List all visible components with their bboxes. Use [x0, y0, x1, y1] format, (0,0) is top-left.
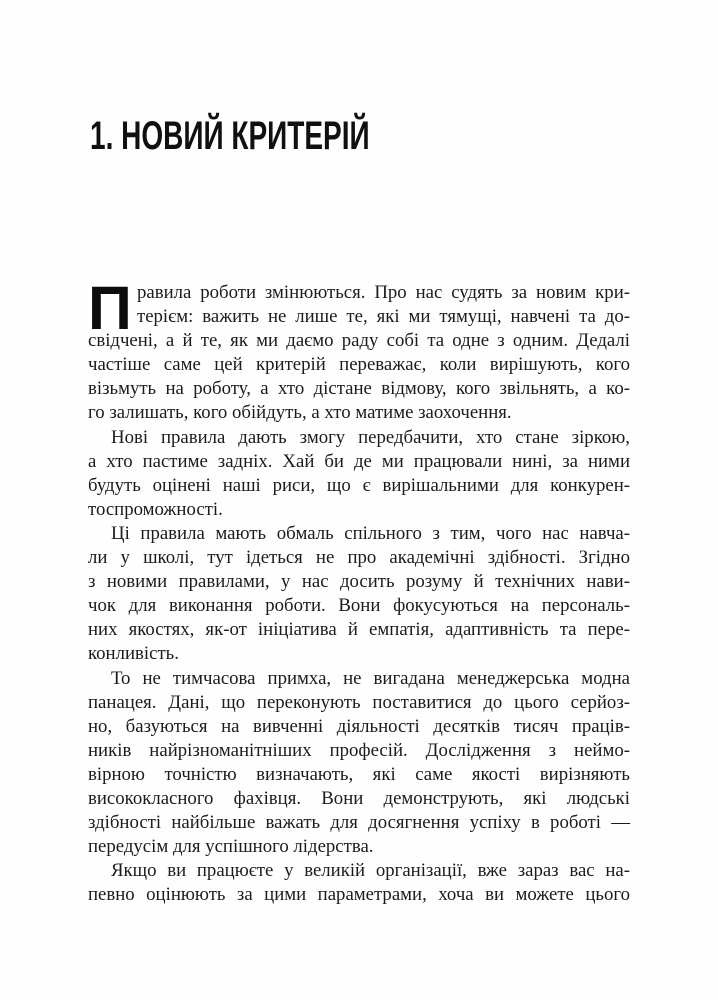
text-line: То не тимчасова примха, не вигадана менеджерська модна — [111, 667, 630, 689]
text-line: висококласного фахівця. Вони демонструють, які людські — [88, 787, 630, 809]
paragraph — [88, 859, 630, 907]
text-line: свідчені, а й те, як ми даємо раду собі та одне з одним. Дедалі — [88, 330, 630, 352]
paragraph — [88, 274, 630, 426]
text-line: панацея. Дані, що переконують поставитися до цього серйоз- — [88, 691, 630, 713]
text-line: го залишать, кого обійдуть, а хто матиме заохочення. — [88, 402, 512, 424]
text-line: певно оцінюють за цими параметрами, хоча ви можете цього — [88, 884, 630, 906]
text-line: візьмуть на роботу, а хто дістане відмову, кого звільнять, а ко- — [88, 378, 630, 400]
text-line: ників найрізноманітніших професій. Дослідження з неймо- — [88, 739, 630, 761]
text-line: равила роботи змінюються. Про нас судять за новим кри- — [137, 282, 630, 303]
drop-cap-letter: П — [88, 274, 132, 342]
text-line: а хто пастиме задніх. Хай би де ми працювали нині, за ними — [88, 450, 630, 472]
text-line: чок для виконання роботи. Вони фокусуються на персональ- — [88, 595, 630, 617]
chapter-title: 1. НОВИЙ КРИТЕРІЙ — [90, 114, 370, 158]
text-line: частіше саме цей критерій переважає, коли вирішують, кого — [88, 354, 630, 376]
paragraph — [88, 667, 630, 860]
paragraph — [88, 426, 630, 522]
text-line: здібності найбільше важать для досягнення успіху в роботі — — [88, 812, 630, 834]
text-line: вірною точністю визначають, які саме якості вирізняють — [88, 763, 630, 785]
text-line: ли у школі, тут ідеться не про академічні здібності. Згідно — [88, 547, 630, 569]
text-line: тоспроможності. — [88, 498, 223, 520]
text-line: конливість. — [88, 643, 179, 665]
text-line: будуть оцінені наші риси, що є вирішальними для конкурен- — [88, 474, 630, 496]
text-block — [88, 274, 630, 907]
text-line: Ці правила мають обмаль спільного з тим, чого нас навча- — [111, 522, 630, 544]
text-line: передусім для успішного лідерства. — [88, 836, 374, 858]
text-line: Якщо ви працюєте у великій організації, вже зараз вас на- — [111, 860, 630, 882]
text-line: них якостях, як-от ініціатива й емпатія, адаптивність та пере- — [88, 619, 630, 641]
text-line: но, базуються на вивченні діяльності десятків тисяч праців- — [88, 715, 630, 737]
text-line: терієм: важить не лише те, які ми тямущі, навчені та до- — [137, 306, 630, 328]
paragraph — [88, 522, 630, 667]
text-line: з новими правилами, у нас досить розуму й технічних нави- — [88, 571, 630, 593]
text-line: Нові правила дають змогу передбачити, хто стане зіркою, — [111, 426, 630, 448]
